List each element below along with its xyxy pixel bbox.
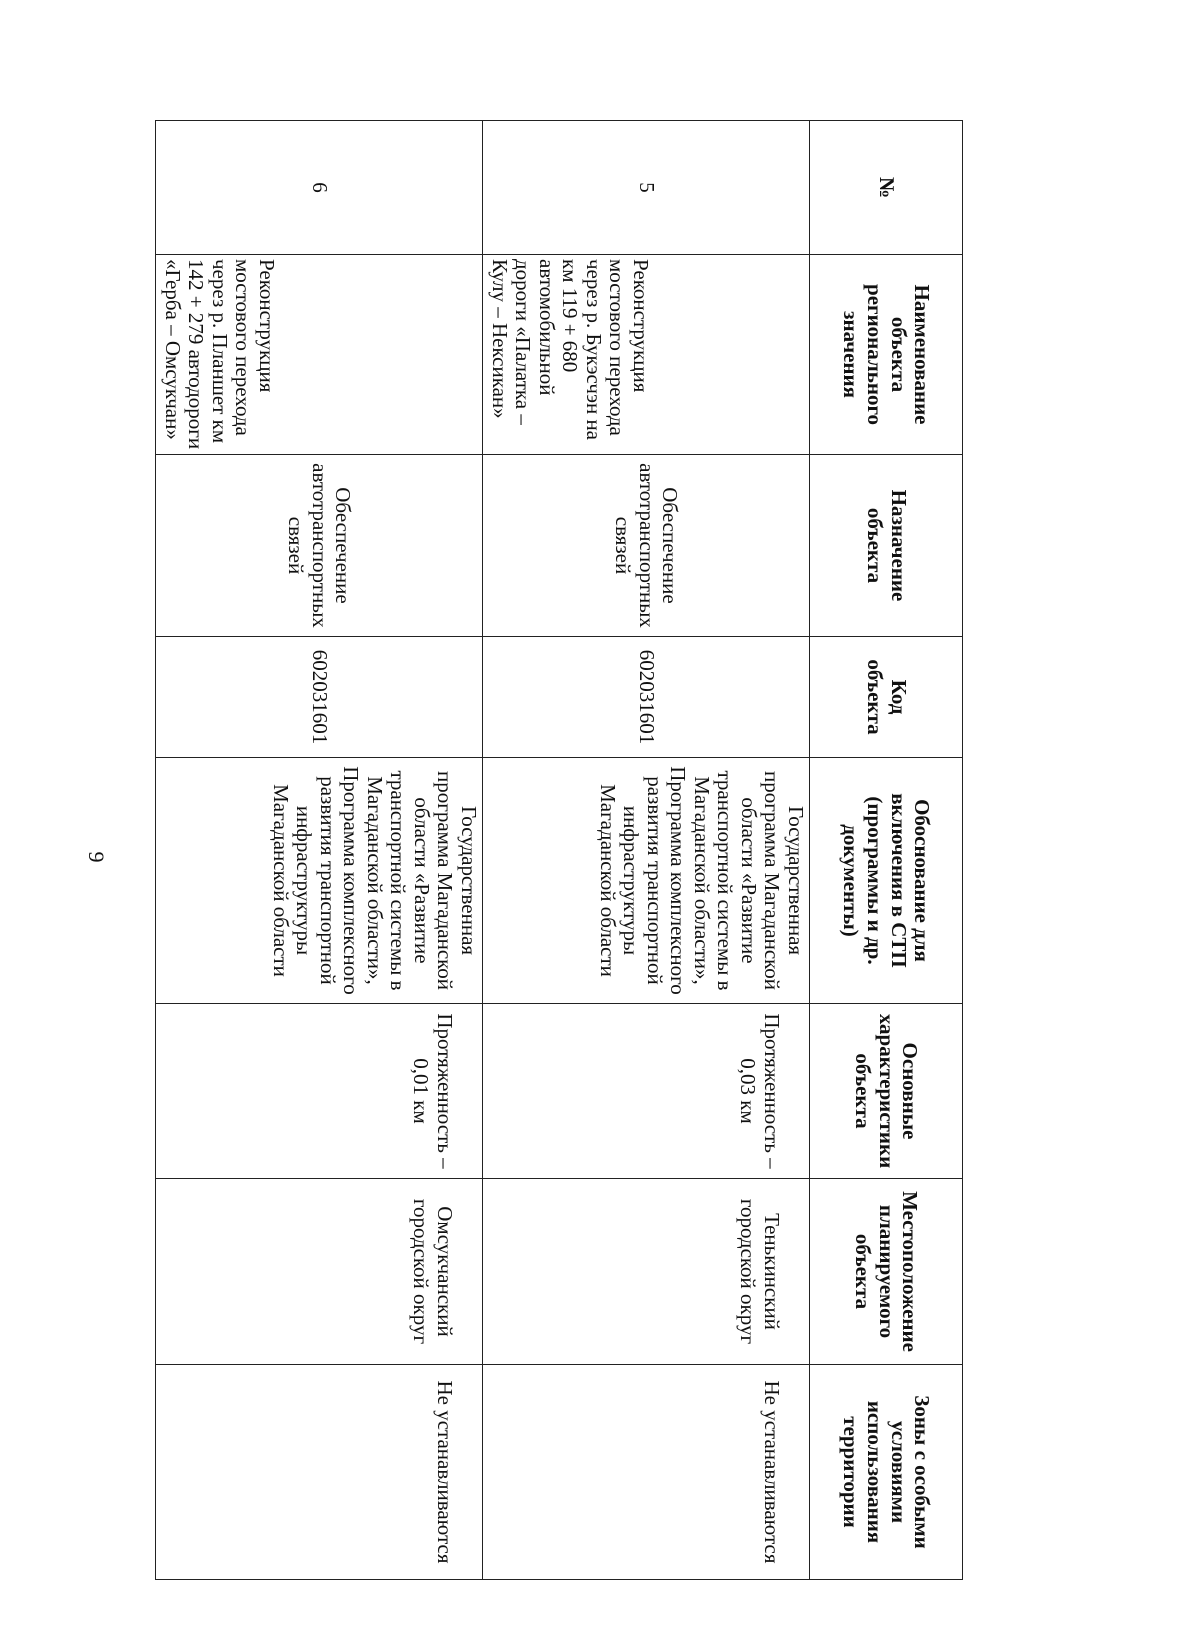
row-number: 6 [156, 121, 483, 255]
rotated-table-wrapper [156, 120, 963, 1579]
header-characteristics: Основные характеристики объекта [810, 1004, 963, 1179]
object-basis: Государственная программа Магаданской области «Развитие транспортной системы в Магаданской области», Программа комплексного развития транспортной инфраструктуры Магаданской области [483, 758, 810, 1004]
object-code: 602031601 [156, 637, 483, 758]
object-zones: Не устанавливаются [156, 1365, 483, 1580]
header-basis: Обоснование для включения в СТП (программы и др. документы) [810, 758, 963, 1004]
object-zones: Не устанавливаются [483, 1365, 810, 1580]
object-location: Омсукчанский городской округ [156, 1179, 483, 1365]
header-number: № [810, 121, 963, 255]
header-location: Местоположение планируемого объекта [810, 1179, 963, 1365]
regional-objects-table [155, 120, 963, 1580]
object-code: 602031601 [483, 637, 810, 758]
table-row [156, 121, 483, 1580]
object-name: Реконструкция мостового перехода через р. Букэсчэн на км 119 + 680 автомобильной дороги «Палатка – Кулу – Нексикан» [483, 255, 810, 455]
table-row [483, 121, 810, 1580]
object-basis: Государственная программа Магаданской области «Развитие транспортной системы в Магаданской области», Программа комплексного развития транспортной инфраструктуры Магаданской области [156, 758, 483, 1004]
page-number: 9 [84, 851, 109, 863]
object-location: Тенькинский городской округ [483, 1179, 810, 1365]
object-name: Реконструкция мостового перехода через р. Планшет км 142 + 279 автодороги «Герба – Омсукчан» [156, 255, 483, 455]
object-purpose: Обеспечение автотранспортных связей [483, 455, 810, 637]
header-object-name: Наименование объекта регионального значения [810, 255, 963, 455]
header-purpose: Назначение объекта [810, 455, 963, 637]
table-header-row [810, 121, 963, 1580]
object-characteristics: Протяженность – 0,01 км [156, 1004, 483, 1179]
header-code: Код объекта [810, 637, 963, 758]
row-number: 5 [483, 121, 810, 255]
header-zones: Зоны с особыми условиями использования территории [810, 1365, 963, 1580]
object-characteristics: Протяженность – 0,03 км [483, 1004, 810, 1179]
object-purpose: Обеспечение автотранспортных связей [156, 455, 483, 637]
